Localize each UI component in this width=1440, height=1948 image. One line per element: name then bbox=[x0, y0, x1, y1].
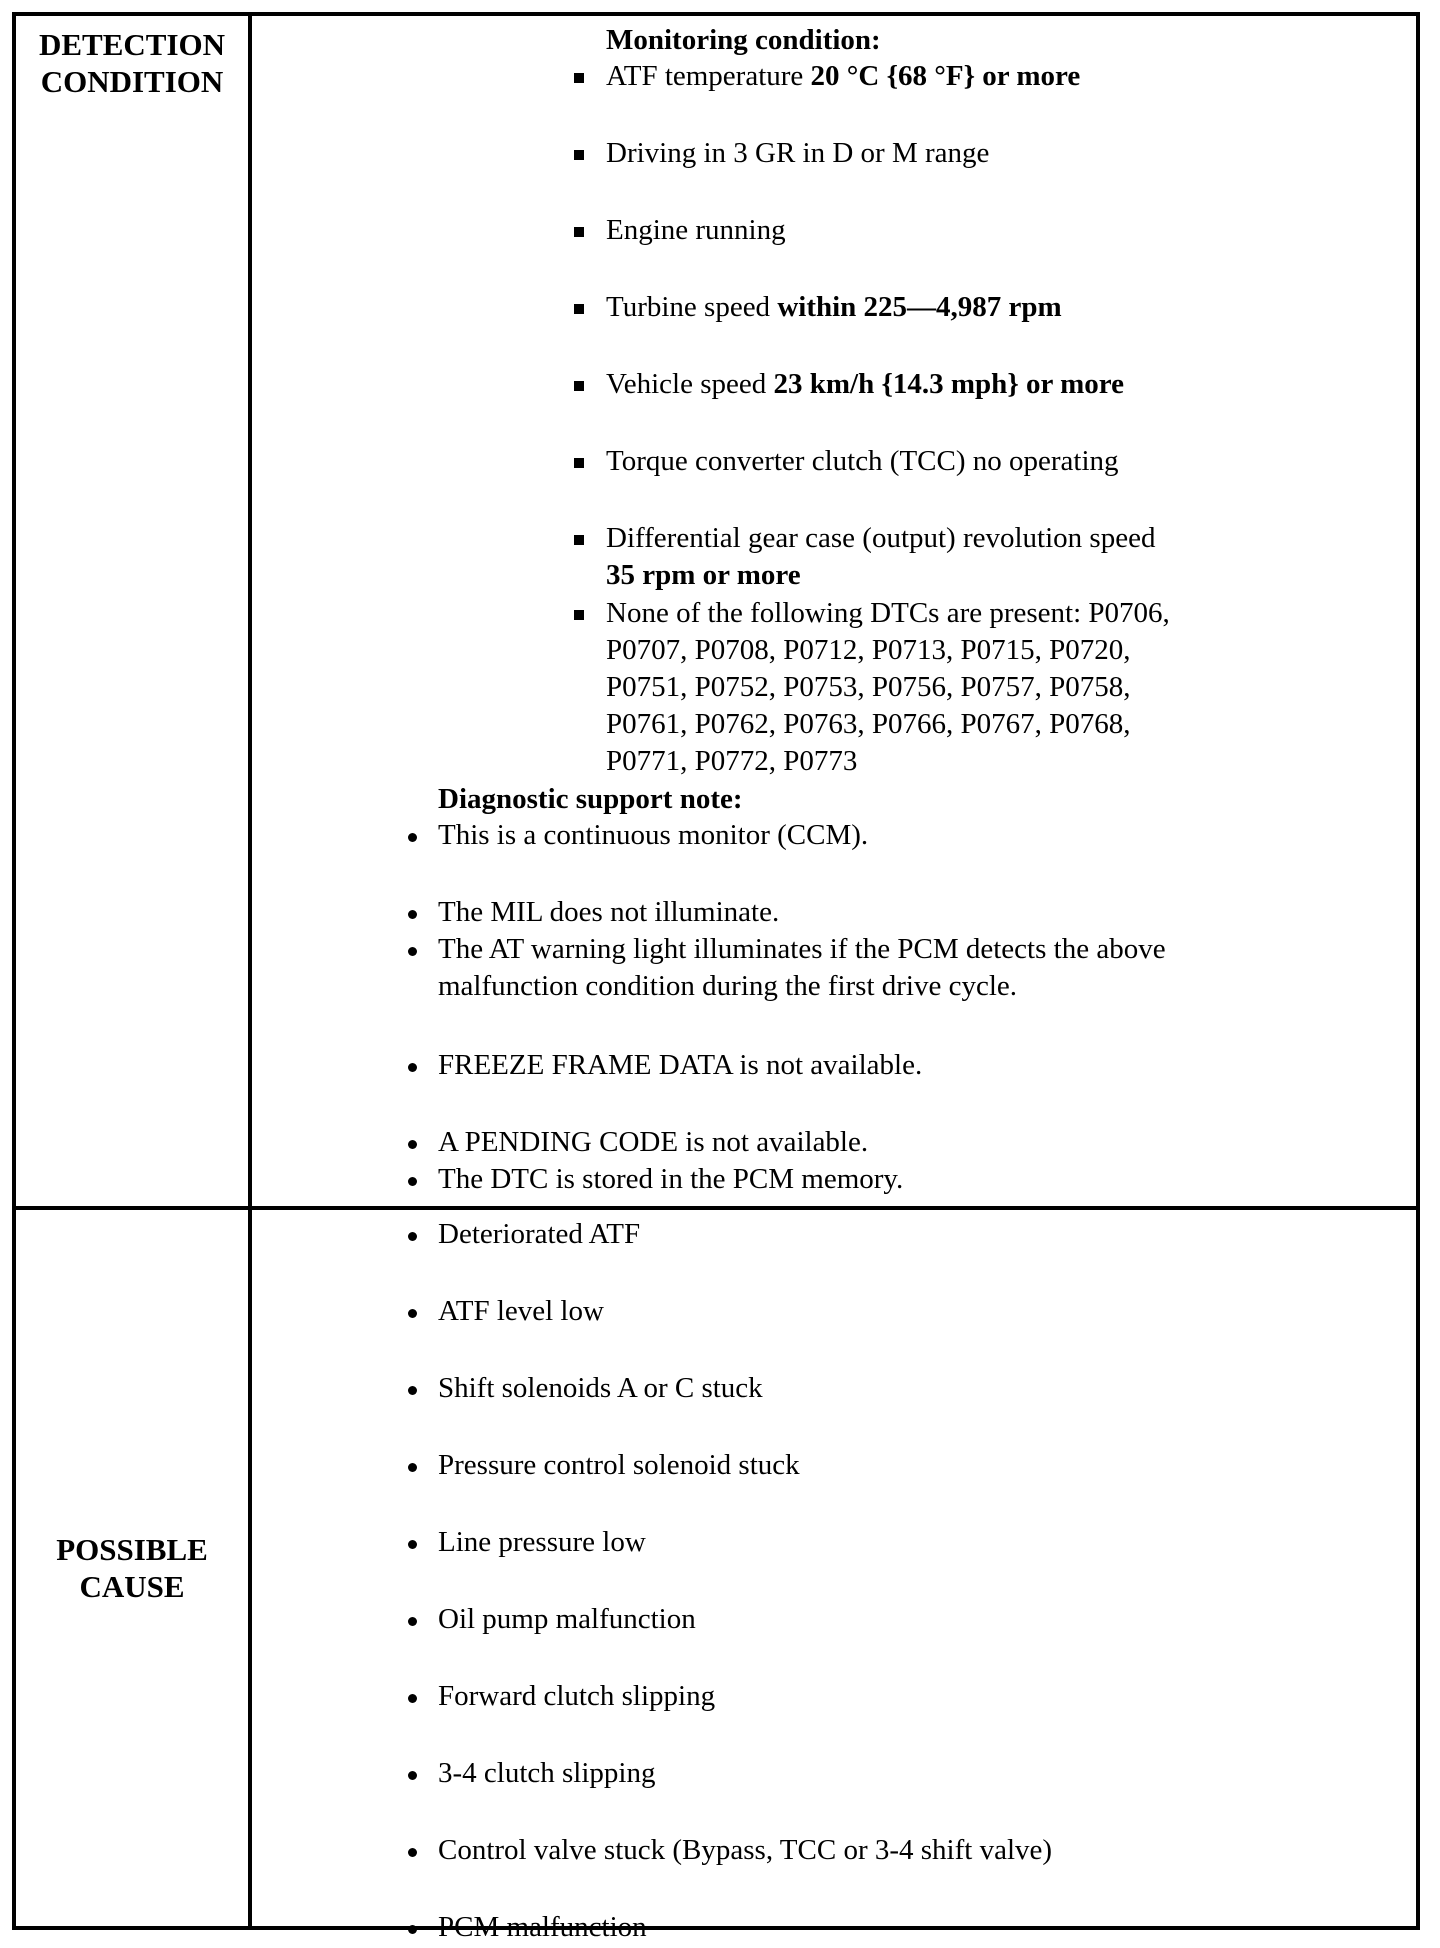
monitoring-item: Engine running bbox=[606, 212, 786, 249]
round-bullet-icon bbox=[408, 1848, 417, 1857]
support-note-item: This is a continuous monitor (CCM). bbox=[438, 817, 868, 854]
round-bullet-icon bbox=[408, 833, 417, 842]
square-bullet-icon bbox=[574, 227, 584, 237]
possible-cause-item: Oil pump malfunction bbox=[438, 1601, 696, 1638]
round-bullet-icon bbox=[408, 1540, 417, 1549]
detection-condition-content bbox=[252, 16, 1416, 1206]
diagnostic-support-note-heading: Diagnostic support note: bbox=[438, 783, 743, 815]
monitoring-item: ATF temperature 20 °C {68 °F} or more bbox=[606, 58, 1080, 95]
round-bullet-icon bbox=[408, 910, 417, 919]
round-bullet-icon bbox=[408, 1386, 417, 1395]
round-bullet-icon bbox=[408, 947, 417, 956]
detection-condition-row bbox=[16, 16, 1416, 1210]
square-bullet-icon bbox=[574, 304, 584, 314]
support-note-item: The DTC is stored in the PCM memory. bbox=[438, 1161, 903, 1198]
round-bullet-icon bbox=[408, 1309, 417, 1318]
monitoring-item: None of the following DTCs are present: P0706, P0707, P0708, P0712, P0713, P0715, P0720, P0751, P0752, P0753, P0756, P0757, P0758, P0761, P0762, P0763, P0766, P0767, P0768, P0771, P0772, P0773 bbox=[606, 595, 1170, 780]
monitoring-item: Torque converter clutch (TCC) no operating bbox=[606, 443, 1119, 480]
possible-cause-item: Control valve stuck (Bypass, TCC or 3-4 shift valve) bbox=[438, 1832, 1052, 1869]
monitoring-item: Driving in 3 GR in D or M range bbox=[606, 135, 989, 172]
support-note-item: FREEZE FRAME DATA is not available. bbox=[438, 1047, 922, 1084]
monitoring-item: Differential gear case (output) revolution speed 35 rpm or more bbox=[606, 520, 1155, 594]
possible-cause-content bbox=[252, 1210, 1416, 1943]
support-note-item: The MIL does not illuminate. bbox=[438, 894, 779, 931]
round-bullet-icon bbox=[408, 1463, 417, 1472]
possible-cause-item: Pressure control solenoid stuck bbox=[438, 1447, 800, 1484]
square-bullet-icon bbox=[574, 150, 584, 160]
round-bullet-icon bbox=[408, 1063, 417, 1072]
round-bullet-icon bbox=[408, 1925, 417, 1934]
round-bullet-icon bbox=[408, 1177, 417, 1186]
round-bullet-icon bbox=[408, 1140, 417, 1149]
possible-cause-item: Line pressure low bbox=[438, 1524, 646, 1561]
possible-cause-item: 3-4 clutch slipping bbox=[438, 1755, 655, 1792]
diagnostic-table bbox=[12, 12, 1420, 1943]
possible-cause-item: Forward clutch slipping bbox=[438, 1678, 715, 1715]
possible-cause-item: Shift solenoids A or C stuck bbox=[438, 1370, 763, 1407]
round-bullet-icon bbox=[408, 1771, 417, 1780]
possible-cause-item: Deteriorated ATF bbox=[438, 1216, 640, 1253]
detection-condition-label-cell bbox=[16, 16, 252, 1206]
possible-cause-row bbox=[16, 1210, 1416, 1943]
square-bullet-icon bbox=[574, 535, 584, 545]
round-bullet-icon bbox=[408, 1617, 417, 1626]
square-bullet-icon bbox=[574, 381, 584, 391]
possible-cause-label-cell bbox=[16, 1210, 252, 1926]
square-bullet-icon bbox=[574, 73, 584, 83]
detection-condition-label: DETECTION CONDITION bbox=[38, 27, 226, 99]
monitoring-condition-heading: Monitoring condition: bbox=[606, 24, 881, 56]
possible-cause-label: POSSIBLE CAUSE bbox=[56, 1532, 208, 1604]
round-bullet-icon bbox=[408, 1232, 417, 1241]
round-bullet-icon bbox=[408, 1694, 417, 1703]
support-note-item: A PENDING CODE is not available. bbox=[438, 1124, 868, 1161]
possible-cause-item: ATF level low bbox=[438, 1293, 604, 1330]
possible-cause-item: PCM malfunction bbox=[438, 1909, 647, 1946]
monitoring-item: Vehicle speed 23 km/h {14.3 mph} or more bbox=[606, 366, 1124, 403]
support-note-item: The AT warning light illuminates if the PCM detects the above malfunction condition during the first drive cycle. bbox=[438, 931, 1166, 1005]
monitoring-item: Turbine speed within 225—4,987 rpm bbox=[606, 289, 1062, 326]
square-bullet-icon bbox=[574, 610, 584, 620]
square-bullet-icon bbox=[574, 458, 584, 468]
